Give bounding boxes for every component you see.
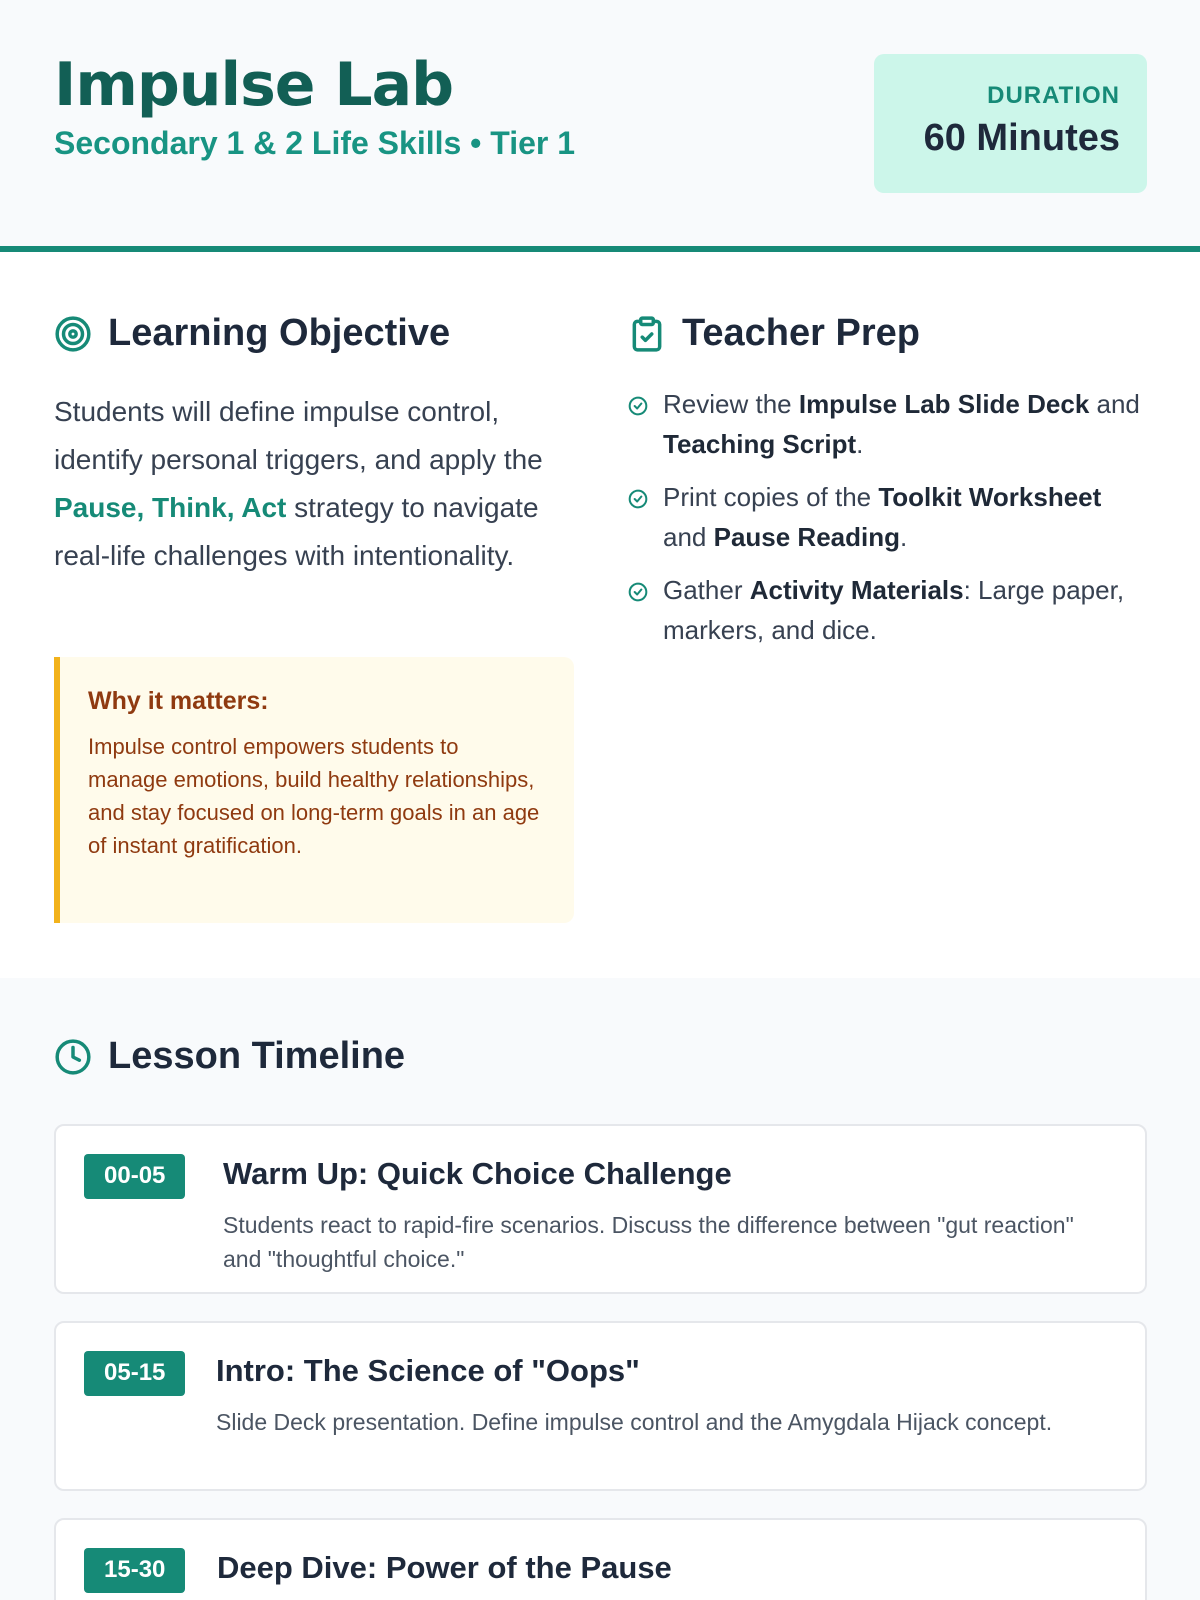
header-divider (0, 246, 1200, 252)
duration-value: 60 Minutes (923, 117, 1120, 159)
prep-text-part: Print copies of the (663, 482, 879, 512)
prep-resource-name: Teaching Script (663, 429, 857, 459)
prep-text-part: : Large paper, markers, and dice. (663, 575, 1125, 645)
check-circle-icon (628, 489, 648, 509)
prep-item-text (663, 570, 1148, 650)
why-it-matters-callout (54, 657, 574, 923)
prep-resource-name: Toolkit Worksheet (878, 482, 1102, 512)
prep-item-text (663, 477, 1148, 557)
objective-heading (54, 312, 450, 355)
objective-text-start: Students will define impulse control, identify personal triggers, and apply the (54, 396, 543, 475)
target-icon (54, 315, 92, 353)
prep-resource-name: Impulse Lab Slide Deck (798, 389, 1090, 419)
clock-icon (54, 1038, 92, 1076)
check-circle-icon (628, 582, 648, 602)
why-it-matters-title: Why it matters: (88, 687, 269, 715)
timeline-item-title: Deep Dive: Power of the Pause (217, 1550, 672, 1585)
timeline-item (54, 1124, 1147, 1294)
page-subtitle: Secondary 1 & 2 Life Skills • Tier 1 (54, 125, 576, 161)
prep-resource-name: Activity Materials (749, 575, 964, 605)
timeline-item-title: Intro: The Science of "Oops" (216, 1353, 640, 1388)
objective-heading-text: Learning Objective (108, 312, 451, 354)
timeline-item (54, 1321, 1147, 1491)
timeline-time-badge: 05-15 (84, 1351, 185, 1396)
timeline-heading-text: Lesson Timeline (108, 1035, 406, 1077)
prep-resource-name: Pause Reading (713, 522, 901, 552)
teacher-prep-heading (628, 312, 920, 355)
prep-text-part: and (1089, 389, 1140, 419)
duration-card (874, 54, 1147, 193)
timeline-item (54, 1518, 1147, 1600)
timeline-item-title: Warm Up: Quick Choice Challenge (223, 1156, 732, 1191)
prep-text-part: Gather (663, 575, 750, 605)
clipboard-check-icon (628, 315, 666, 353)
prep-text-part: and (663, 522, 714, 552)
strategy-highlight: Pause, Think, Act (54, 492, 287, 523)
objective-text (54, 388, 574, 580)
timeline-time-badge: 00-05 (84, 1154, 185, 1199)
prep-item (628, 570, 1148, 650)
teacher-prep-heading-text: Teacher Prep (682, 312, 920, 354)
prep-item (628, 477, 1148, 557)
prep-text-part: . (900, 522, 908, 552)
objective-text-end: strategy to navigate real-life challenges with intentionality. (54, 492, 539, 571)
duration-label: DURATION (987, 82, 1120, 109)
page-title: Impulse Lab (54, 50, 454, 120)
timeline-time-badge: 15-30 (84, 1548, 185, 1593)
teacher-prep-list (628, 384, 1148, 663)
prep-item (628, 384, 1148, 464)
why-it-matters-text: Impulse control empowers students to manage emotions, build healthy relationships, and stay focused on long-term goals in an age of instant gratification. (88, 734, 540, 858)
prep-text-part: . (856, 429, 864, 459)
page-header (0, 0, 1200, 246)
timeline-item-desc: Students react to rapid-fire scenarios. Discuss the difference between "gut reaction" and "thoughtful choice." (223, 1212, 1074, 1272)
check-circle-icon (628, 396, 648, 416)
timeline-heading (54, 1035, 405, 1078)
prep-text-part: Review the (663, 389, 799, 419)
timeline-item-desc: Slide Deck presentation. Define impulse control and the Amygdala Hijack concept. (216, 1409, 1053, 1435)
prep-item-text (663, 384, 1148, 464)
